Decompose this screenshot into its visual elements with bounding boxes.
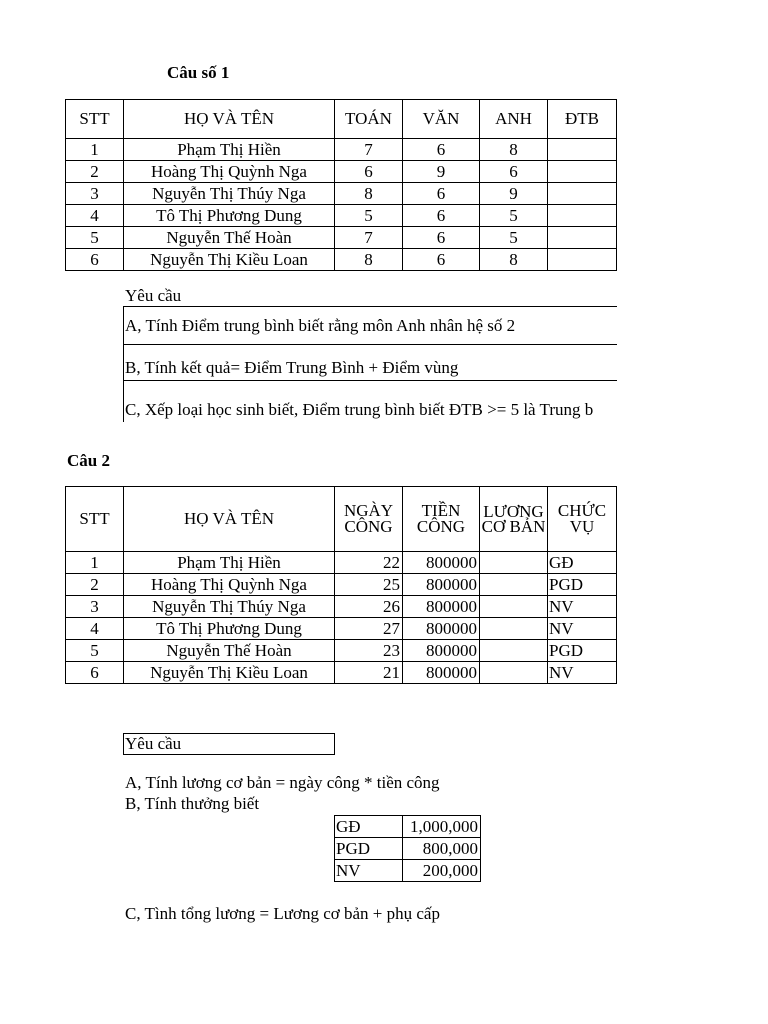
cau2-req-c: C, Tình tổng lương = Lương cơ bản + phụ cấp — [125, 904, 440, 923]
stt-cell: 4 — [66, 618, 124, 640]
name-cell: Hoàng Thị Quỳnh Nga — [124, 161, 335, 183]
name-cell: Nguyễn Thị Thúy Nga — [124, 596, 335, 618]
luong-co-ban-cell[interactable] — [480, 618, 548, 640]
luong-co-ban-cell[interactable] — [480, 662, 548, 684]
dtb-cell[interactable] — [548, 249, 617, 271]
toan-cell: 5 — [335, 205, 403, 227]
bonus-position-cell: PGD — [335, 838, 403, 860]
cau1-req-a: A, Tính Điểm trung bình biết rằng môn Anh nhân hệ số 2 — [125, 316, 516, 335]
table-row — [66, 552, 617, 574]
anh-cell: 9 — [480, 183, 548, 205]
van-cell: 6 — [403, 183, 480, 205]
ngay-cong-cell: 25 — [335, 574, 403, 596]
tien-cong-cell: 800000 — [403, 640, 480, 662]
toan-cell: 8 — [335, 249, 403, 271]
cau1-req-b: B, Tính kết quả= Điểm Trung Bình + Điểm vùng — [125, 358, 459, 377]
bonus-amount-cell: 200,000 — [403, 860, 481, 882]
chuc-vu-cell: GĐ — [548, 552, 617, 574]
cau2-table — [65, 486, 617, 684]
cau2-header-ngay-cong: NGÀY CÔNG — [335, 487, 403, 552]
anh-cell: 8 — [480, 139, 548, 161]
divider — [123, 344, 617, 345]
stt-cell: 5 — [66, 640, 124, 662]
van-cell: 6 — [403, 227, 480, 249]
tien-cong-cell: 800000 — [403, 618, 480, 640]
bonus-amount-cell: 1,000,000 — [403, 816, 481, 838]
name-cell: Tô Thị Phương Dung — [124, 618, 335, 640]
cau2-req-b: B, Tính thưởng biết — [125, 794, 260, 813]
van-cell: 9 — [403, 161, 480, 183]
van-cell: 6 — [403, 205, 480, 227]
ngay-cong-cell: 27 — [335, 618, 403, 640]
cau1-header-anh: ANH — [480, 100, 548, 139]
chuc-vu-cell: NV — [548, 596, 617, 618]
luong-co-ban-cell[interactable] — [480, 596, 548, 618]
tien-cong-cell: 800000 — [403, 662, 480, 684]
dtb-cell[interactable] — [548, 183, 617, 205]
bonus-amount-cell: 800,000 — [403, 838, 481, 860]
cau1-title: Câu số 1 — [167, 63, 230, 82]
name-cell: Nguyễn Thế Hoàn — [124, 640, 335, 662]
table-row — [66, 183, 617, 205]
cau1-header-toan: TOÁN — [335, 100, 403, 139]
name-cell: Phạm Thị Hiền — [124, 139, 335, 161]
tien-cong-cell: 800000 — [403, 552, 480, 574]
stt-cell: 6 — [66, 249, 124, 271]
stt-cell: 4 — [66, 205, 124, 227]
divider — [123, 306, 124, 422]
name-cell: Nguyễn Thế Hoàn — [124, 227, 335, 249]
table-row — [66, 618, 617, 640]
dtb-cell[interactable] — [548, 205, 617, 227]
cau1-yeucau-label: Yêu cầu — [125, 286, 182, 305]
toan-cell: 7 — [335, 227, 403, 249]
cau1-header-dtb: ĐTB — [548, 100, 617, 139]
cau1-header-stt: STT — [66, 100, 124, 139]
cau1-header-row — [66, 100, 617, 139]
divider — [123, 306, 617, 307]
table-row — [335, 816, 481, 838]
tien-cong-cell: 800000 — [403, 596, 480, 618]
cau2-header-luong-co-ban: LƯƠNG CƠ BẢN — [480, 487, 548, 552]
van-cell: 6 — [403, 249, 480, 271]
stt-cell: 1 — [66, 139, 124, 161]
ngay-cong-cell: 26 — [335, 596, 403, 618]
name-cell: Nguyễn Thị Kiều Loan — [124, 249, 335, 271]
dtb-cell[interactable] — [548, 161, 617, 183]
cau1-req-c: C, Xếp loại học sinh biết, Điểm trung bình biết ĐTB >= 5 là Trung b — [125, 400, 594, 419]
chuc-vu-cell: PGD — [548, 640, 617, 662]
ngay-cong-cell: 23 — [335, 640, 403, 662]
table-row — [335, 860, 481, 882]
ngay-cong-cell: 21 — [335, 662, 403, 684]
stt-cell: 5 — [66, 227, 124, 249]
anh-cell: 8 — [480, 249, 548, 271]
bonus-position-cell: GĐ — [335, 816, 403, 838]
anh-cell: 5 — [480, 227, 548, 249]
luong-co-ban-cell[interactable] — [480, 640, 548, 662]
cau2-header-tien-cong: TIỀN CÔNG — [403, 487, 480, 552]
cau2-header-row — [66, 487, 617, 552]
cau2-title: Câu 2 — [67, 451, 110, 470]
tien-cong-cell: 800000 — [403, 574, 480, 596]
cau1-header-name: HỌ VÀ TÊN — [124, 100, 335, 139]
anh-cell: 5 — [480, 205, 548, 227]
stt-cell: 3 — [66, 183, 124, 205]
name-cell: Nguyễn Thị Kiều Loan — [124, 662, 335, 684]
bonus-position-cell: NV — [335, 860, 403, 882]
chuc-vu-cell: PGD — [548, 574, 617, 596]
stt-cell: 3 — [66, 596, 124, 618]
divider — [123, 380, 617, 381]
ngay-cong-cell: 22 — [335, 552, 403, 574]
stt-cell: 6 — [66, 662, 124, 684]
van-cell: 6 — [403, 139, 480, 161]
chuc-vu-cell: NV — [548, 618, 617, 640]
stt-cell: 2 — [66, 574, 124, 596]
cau2-yeucau-label: Yêu cầu — [123, 733, 335, 755]
anh-cell: 6 — [480, 161, 548, 183]
dtb-cell[interactable] — [548, 227, 617, 249]
luong-co-ban-cell[interactable] — [480, 574, 548, 596]
stt-cell: 2 — [66, 161, 124, 183]
cau2-req-a: A, Tính lương cơ bản = ngày công * tiền công — [125, 773, 440, 792]
name-cell: Hoàng Thị Quỳnh Nga — [124, 574, 335, 596]
table-row — [66, 596, 617, 618]
cau2-header-stt: STT — [66, 487, 124, 552]
chuc-vu-cell: NV — [548, 662, 617, 684]
toan-cell: 6 — [335, 161, 403, 183]
toan-cell: 7 — [335, 139, 403, 161]
name-cell: Phạm Thị Hiền — [124, 552, 335, 574]
table-row — [66, 205, 617, 227]
luong-co-ban-cell[interactable] — [480, 552, 548, 574]
cau2-header-chuc-vu: CHỨC VỤ — [548, 487, 617, 552]
name-cell: Nguyễn Thị Thúy Nga — [124, 183, 335, 205]
cau1-table — [65, 99, 617, 271]
table-row — [66, 161, 617, 183]
cau2-header-name: HỌ VÀ TÊN — [124, 487, 335, 552]
dtb-cell[interactable] — [548, 139, 617, 161]
bonus-table — [334, 815, 481, 882]
name-cell: Tô Thị Phương Dung — [124, 205, 335, 227]
stt-cell: 1 — [66, 552, 124, 574]
table-row — [335, 838, 481, 860]
table-row — [66, 227, 617, 249]
table-row — [66, 249, 617, 271]
table-row — [66, 662, 617, 684]
cau1-header-van: VĂN — [403, 100, 480, 139]
table-row — [66, 640, 617, 662]
table-row — [66, 139, 617, 161]
toan-cell: 8 — [335, 183, 403, 205]
table-row — [66, 574, 617, 596]
